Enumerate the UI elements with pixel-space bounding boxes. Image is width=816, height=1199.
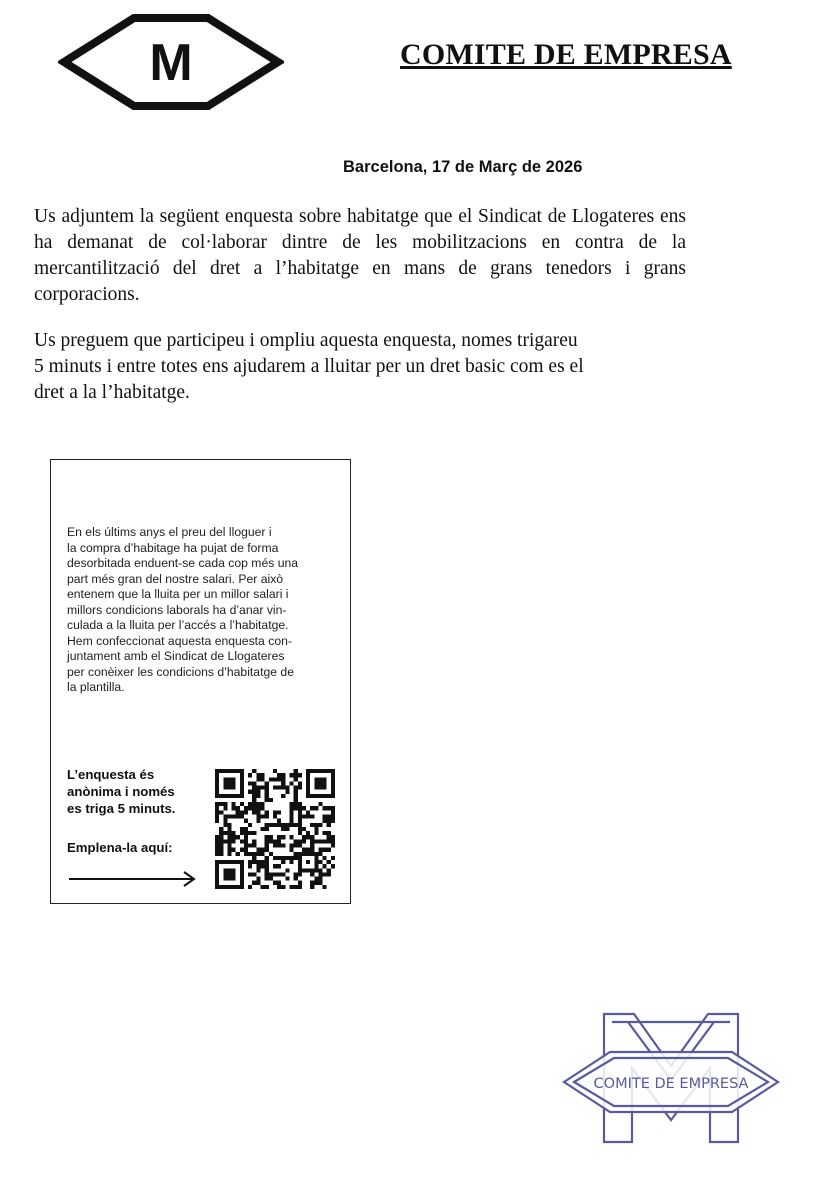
flyer-line: la plantilla. [67,680,125,694]
page-title: COMITE DE EMPRESA [400,38,732,71]
request-line: Us preguem que participeu i ompliu aquesta enquesta, nomes trigareu [34,330,578,351]
flyer-line: la compra d’habitage ha pujat de forma [67,540,279,555]
flyer-line: entenem que la lluita per un millor salari i [67,587,289,601]
flyer-line: millors condicions laborals ha d’anar vin- [67,602,287,617]
cta-line: anònima i només [67,784,175,799]
arrow-right-icon [69,868,199,890]
company-stamp [562,1012,780,1144]
flyer-line: juntament amb el Sindicat de Llogateres [67,649,285,663]
flyer-body [67,525,343,696]
flyer-line: En els últims anys el preu del lloguer i [67,525,272,539]
anonymity-note [67,766,175,817]
request-line: 5 minuts i entre totes ens ajudarem a lluitar per un dret basic com es el [34,356,584,377]
survey-flyer [50,459,351,904]
stamp-text: COMITE DE EMPRESA [593,1076,749,1092]
intro-paragraph: Us adjuntem la següent enquesta sobre habitatge que el Sindicat de Llogateres ens ha demanat de col·laborar dintre de les mobilitzacions en contra de la mercantilització del dret a l’habitatge en mans de grans tenedors i grans corporacions. [34,206,686,305]
request-line: dret a la l’habitatge. [34,382,190,403]
flyer-line: part més gran del nostre salari. Per això [67,571,284,586]
document-date: Barcelona, 17 de Març de 2026 [343,158,583,176]
cta-line: L’enquesta és [67,767,155,782]
flyer-line: per conèixer les condicions d’habitatge de [67,664,294,679]
request-paragraph [34,328,686,406]
logo-letter: M [149,34,193,92]
flyer-line: culada a la lluita per l’accés a l’habitatge. [67,618,289,632]
company-logo [58,14,284,110]
cta-line: es triga 5 minuts. [67,801,176,816]
flyer-line: desorbitada enduent-se cada cop més una [67,556,299,570]
fill-label: Emplena-la aquí: [67,840,173,855]
qr-code-icon[interactable] [215,768,335,890]
flyer-line: Hem confeccionat aquesta enquesta con- [67,633,292,648]
